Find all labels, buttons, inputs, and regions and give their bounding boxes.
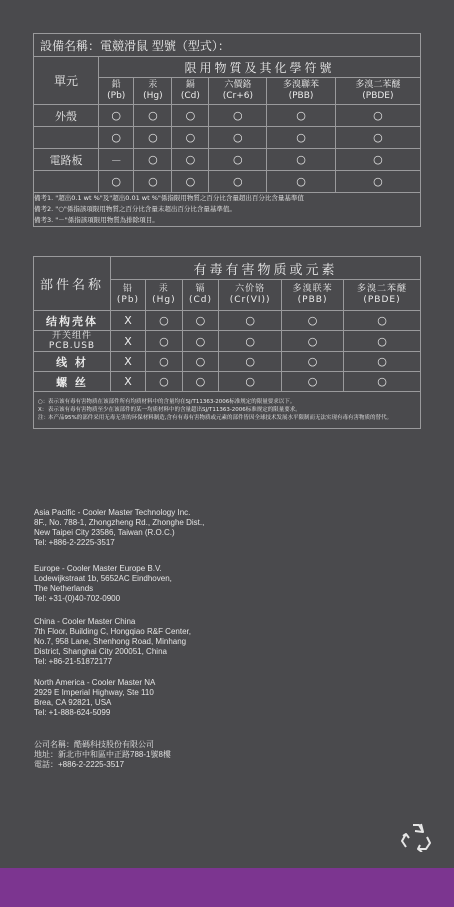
cell: ○	[145, 311, 182, 331]
col-header: 多溴聯苯 (PBB)	[267, 78, 335, 105]
col-header: 鎘 (Cd)	[172, 78, 209, 105]
note-line: ○：表示该有毒有害物质在该部件所有均质材料中的含量均在SJ/T11363-2006标准规定的限量要求以下。	[38, 399, 296, 405]
table-notes	[34, 392, 421, 429]
cell: ○	[134, 149, 172, 171]
cell: ○	[343, 311, 420, 331]
cell: ○	[219, 331, 282, 352]
cell: ○	[99, 127, 134, 149]
col-header: 汞 (Hg)	[145, 280, 182, 311]
cell: ○	[267, 127, 335, 149]
cell: ○	[145, 372, 182, 392]
note-line: X：表示该有毒有害物质至少在该部件的某一均质材料中的含量超出SJ/T11363-2006标准规定的限量要求。	[38, 407, 301, 413]
substances-header: 限用物質及其化學符號	[99, 57, 421, 78]
part-name: 電路板	[34, 149, 99, 171]
cell: ○	[172, 149, 209, 171]
part-name: 螺 丝	[34, 372, 111, 392]
table-row	[34, 311, 421, 331]
cell: ○	[335, 105, 420, 127]
table-row	[34, 149, 421, 171]
cell: X	[111, 331, 146, 352]
part-name: 外殼	[34, 105, 99, 127]
cell: ○	[172, 171, 209, 193]
note-line: 注：本产品95%的部件采用无毒无害的环保材料制造,含有有毒有害物质或元素的部件皆因全球技术发展水平限制而无法实现有毒有害物质的替代。	[38, 415, 392, 421]
cell: ○	[267, 105, 335, 127]
address-china: China - Cooler Master China 7th Floor, Building C, Hongqiao R&F Center, No.7, 958 Lane, Shenhong Road, Minhang District, Shanghai City 200051, China Tel: +86-21-51872177	[34, 617, 191, 666]
cell: ○	[219, 372, 282, 392]
hazardous-substances-table-cn	[33, 256, 421, 429]
address-asia-pacific: Asia Pacific - Cooler Master Technology Inc. 8F., No. 788-1, Zhongzheng Rd., Zhonghe Dist., New Taipei City 23586, Taiwan (R.O.C.) Tel: +886-2-2225-3517	[34, 508, 205, 547]
cell: ○	[172, 127, 209, 149]
cell: ○	[182, 311, 218, 331]
col-header: 铅 (Pb)	[111, 280, 146, 311]
cell: ○	[282, 331, 344, 352]
cell: ○	[343, 372, 420, 392]
part-name: 开关组件 PCB.USB	[34, 331, 111, 352]
cell: －	[99, 149, 134, 171]
equipment-title: 設備名稱：電競滑鼠 型號（型式）：	[34, 34, 421, 57]
col-header: 鉛 (Pb)	[99, 78, 134, 105]
hazard-header: 有毒有害物质或元素	[111, 257, 421, 280]
cell: ○	[282, 372, 344, 392]
cell: ○	[182, 331, 218, 352]
cell: ○	[343, 352, 420, 372]
col-header: 镉 (Cd)	[182, 280, 218, 311]
col-header: 汞 (Hg)	[134, 78, 172, 105]
cell: ○	[335, 171, 420, 193]
table-row	[34, 331, 421, 352]
part-label: 部件名称	[34, 257, 111, 311]
cell: ○	[219, 352, 282, 372]
cell: ○	[335, 127, 420, 149]
cell: ○	[209, 149, 267, 171]
restricted-substances-table-tw	[33, 33, 421, 227]
cell: ○	[282, 352, 344, 372]
cell: ○	[145, 331, 182, 352]
cell: ○	[134, 127, 172, 149]
cell: ○	[209, 105, 267, 127]
recycle-icon	[400, 820, 432, 852]
address-taiwan-company: 公司名稱：酷碼科技股份有限公司 地址：新北市中和區中正路788-1號8樓 電話：+886-2-2225-3517	[34, 740, 171, 769]
cell: X	[111, 311, 146, 331]
cell: ○	[219, 311, 282, 331]
table-row	[34, 372, 421, 392]
cell: ○	[209, 171, 267, 193]
note-line: 備考2. "○"係指該項限用物質之百分比含量未超出百分比含量基準值。	[34, 205, 236, 213]
cell: X	[111, 372, 146, 392]
cell: ○	[267, 171, 335, 193]
cell: ○	[172, 105, 209, 127]
cell: ○	[182, 372, 218, 392]
cell: ○	[134, 105, 172, 127]
cell: ○	[134, 171, 172, 193]
cell: X	[111, 352, 146, 372]
note-line: 備考3. "－"係指該項限用物質為排除項目。	[34, 216, 159, 224]
cell: ○	[209, 127, 267, 149]
col-header: 多溴联苯 (PBB)	[282, 280, 344, 311]
part-name: 线 材	[34, 352, 111, 372]
note-line: 備考1. "超出0.1 wt %"及"超出0.01 wt %"係指限用物質之百分比含量超出百分比含量基準值	[34, 194, 304, 202]
table-row	[34, 127, 421, 149]
cell: ○	[282, 311, 344, 331]
part-name	[34, 171, 99, 193]
address-north-america: North America - Cooler Master NA 2929 E Imperial Highway, Ste 110 Brea, CA 92821, USA Tel: +1-888-624-5099	[34, 678, 156, 717]
cell: ○	[182, 352, 218, 372]
cell: ○	[99, 171, 134, 193]
cell: ○	[267, 149, 335, 171]
col-header: 六价铬 (Cr(VI))	[219, 280, 282, 311]
col-header: 多溴二苯醚 (PBDE)	[343, 280, 420, 311]
address-europe: Europe - Cooler Master Europe B.V. Lodewijkstraat 1b, 5652AC Eindhoven, The Netherlands Tel: +31-(0)40-702-0900	[34, 564, 172, 603]
cell: ○	[145, 352, 182, 372]
table-notes	[34, 193, 421, 227]
footer-brand-bar	[0, 868, 454, 907]
table-row	[34, 352, 421, 372]
table-row	[34, 105, 421, 127]
table-row	[34, 171, 421, 193]
unit-label: 單元	[34, 57, 99, 105]
part-name: 结构壳体	[34, 311, 111, 331]
cell: ○	[343, 331, 420, 352]
col-header: 多溴二苯醚 (PBDE)	[335, 78, 420, 105]
part-name	[34, 127, 99, 149]
cell: ○	[335, 149, 420, 171]
col-header: 六價鉻 (Cr+6)	[209, 78, 267, 105]
cell: ○	[99, 105, 134, 127]
